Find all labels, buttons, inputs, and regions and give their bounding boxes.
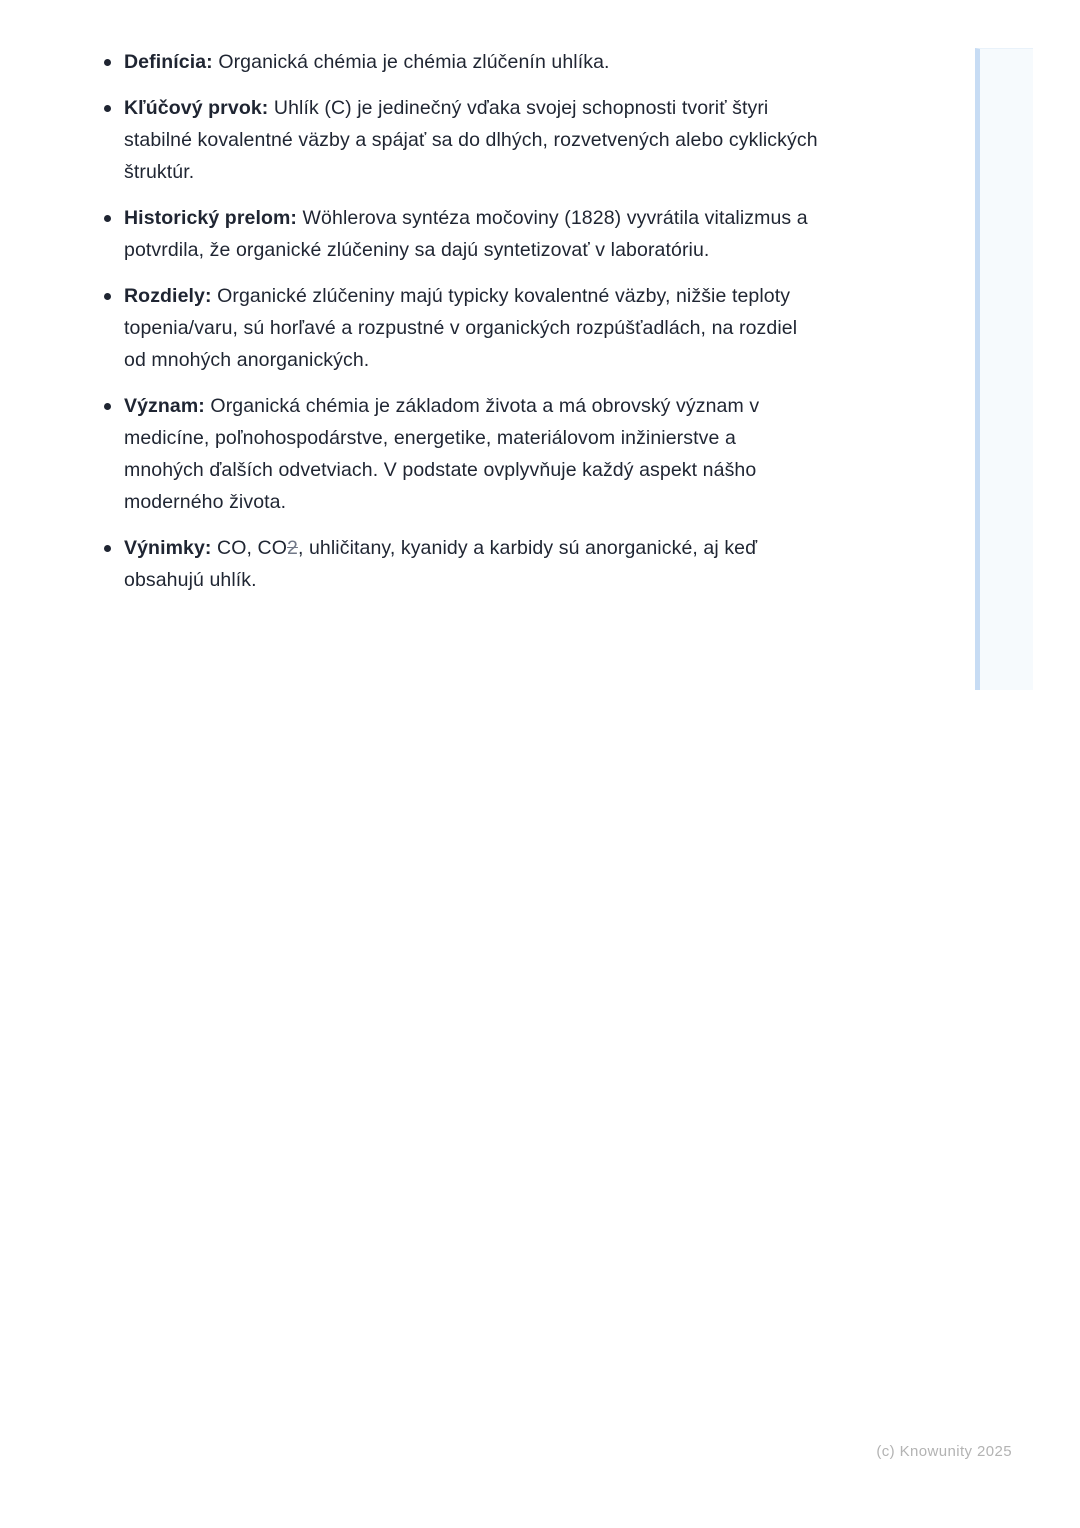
- item-text: Uhlík (C) je jedinečný vďaka svojej schopnosti tvoriť štyri stabilné kovalentné väzby a spájať sa do dlhých, rozvetvených alebo cyklických štruktúr.: [124, 97, 818, 183]
- item-label: Rozdiely:: [124, 285, 212, 307]
- list-item: [124, 202, 818, 266]
- list-item: [124, 92, 818, 188]
- list-item: [124, 532, 818, 596]
- item-text: Organická chémia je základom života a má obrovský význam v medicíne, poľnohospodárstve, energetike, materiálovom inžinierstve a mnohých ďalších odvetviach. V podstate ovplyvňuje každý aspekt nášho moderného života.: [124, 395, 760, 513]
- item-text: Wöhlerova syntéza močoviny (1828) vyvrátila vitalizmus a potvrdila, že organické zlúčeniny sa dajú syntetizovať v laboratóriu.: [124, 207, 808, 261]
- list-item: [124, 46, 818, 78]
- item-label: Definícia:: [124, 51, 213, 73]
- list-item: [124, 280, 818, 376]
- strikethrough-text: 2: [286, 537, 298, 559]
- item-label: Kľúčový prvok:: [124, 97, 269, 119]
- item-label: Výnimky:: [124, 537, 212, 559]
- item-label: Historický prelom:: [124, 207, 298, 229]
- side-panel: [975, 48, 1033, 690]
- bullet-list: [124, 46, 818, 610]
- item-text: Organická chémia je chémia zlúčenín uhlíka.: [218, 51, 610, 73]
- item-text: , uhličitany, kyanidy a karbidy sú anorganické, aj keď obsahujú uhlík.: [124, 537, 758, 591]
- item-text: Organické zlúčeniny majú typicky kovalentné väzby, nižšie teploty topenia/varu, sú horľavé a rozpustné v organických rozpúšťadlách, na rozdiel od mnohých anorganických.: [124, 285, 798, 371]
- list-item: [124, 390, 818, 518]
- item-label: Význam:: [124, 395, 205, 417]
- copyright-footer: (c) Knowunity 2025: [876, 1443, 1012, 1460]
- item-text: CO, CO: [217, 537, 287, 559]
